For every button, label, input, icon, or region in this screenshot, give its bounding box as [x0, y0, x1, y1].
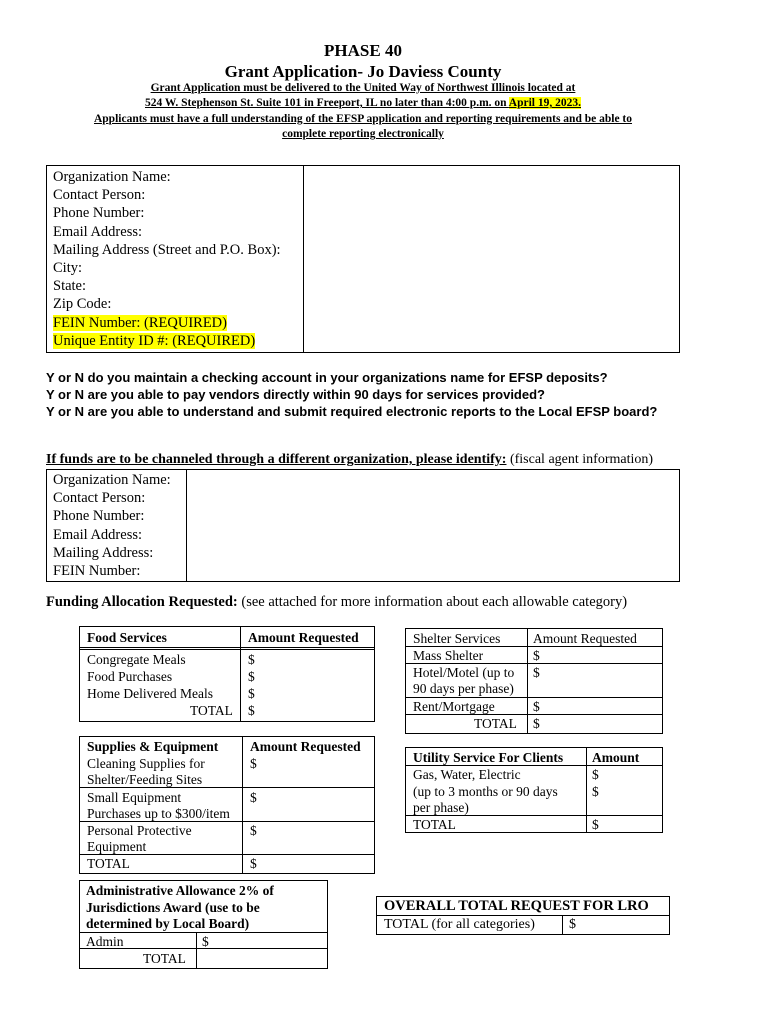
city-label: City:	[53, 260, 83, 277]
vendor-payment-question: Y or N are you able to pay vendors directly within 90 days for services provided?	[46, 387, 545, 402]
funding-heading-label: Funding Allocation Requested:	[46, 594, 238, 610]
home-delivered-meals-label: Home Delivered Meals	[87, 686, 213, 701]
rent-mortgage-amount[interactable]: $	[533, 699, 540, 714]
overall-total-title: OVERALL TOTAL REQUEST FOR LRO	[384, 898, 649, 914]
ppe-label: Personal Protective	[87, 823, 192, 838]
food-total-amount[interactable]: $	[248, 703, 255, 718]
fiscal-fein-label: FEIN Number:	[53, 563, 141, 580]
fiscal-phone-label: Phone Number:	[53, 508, 145, 525]
deadline-date: April 19, 2023.	[508, 97, 581, 109]
mass-shelter-label: Mass Shelter	[413, 648, 484, 663]
fein-required-label: FEIN Number: (REQUIRED)	[53, 314, 227, 331]
admin-allowance-table	[79, 880, 328, 969]
admin-amount[interactable]: $	[202, 934, 209, 949]
fiscal-agent-info-field[interactable]	[187, 470, 680, 582]
requirement-line-2: complete reporting electronically	[282, 128, 444, 140]
home-delivered-meals-amount[interactable]: $	[248, 686, 255, 701]
electronic-reports-question: Y or N are you able to understand and submit required electronic reports to the Local EFSP board?	[46, 404, 658, 419]
requirement-line-1: Applicants must have a full understanding of the EFSP application and reporting requirements and be able to	[93, 113, 633, 125]
organization-table	[46, 165, 680, 353]
small-equipment-amount[interactable]: $	[250, 790, 257, 805]
fiscal-org-name-label: Organization Name:	[53, 472, 171, 488]
supplies-header: Supplies & Equipment	[87, 739, 219, 754]
shelter-amount-header: Amount Requested	[533, 631, 637, 646]
phase-title: PHASE 40	[324, 41, 402, 60]
fiscal-heading-text: If funds are to be channeled through a different organization, please identify:	[46, 452, 507, 467]
eligibility-questions	[46, 369, 686, 420]
utility-amount-2[interactable]: $	[592, 784, 599, 799]
mailing-address-label: Mailing Address (Street and P.O. Box):	[53, 241, 281, 258]
overall-total-label: TOTAL (for all categories)	[384, 917, 535, 932]
food-services-table	[79, 626, 375, 722]
shelter-services-table	[405, 628, 663, 734]
checking-account-question: Y or N do you maintain a checking account in your organizations name for EFSP deposits?	[46, 370, 608, 385]
shelter-total-amount[interactable]: $	[533, 716, 540, 731]
admin-allowance-line-1: Administrative Allowance 2% of	[86, 883, 274, 898]
food-services-header: Food Services	[87, 630, 167, 645]
utility-header: Utility Service For Clients	[413, 750, 564, 765]
hotel-motel-label: Hotel/Motel (up to	[413, 665, 515, 680]
food-purchases-label: Food Purchases	[87, 669, 173, 684]
hotel-motel-amount[interactable]: $	[533, 665, 540, 680]
food-purchases-amount[interactable]: $	[248, 669, 255, 684]
overall-total-amount[interactable]: $	[569, 917, 576, 932]
funding-heading	[46, 594, 627, 611]
state-label: State:	[53, 278, 87, 295]
fiscal-agent-table	[46, 469, 680, 582]
delivery-line-1: Grant Application must be delivered to the United Way of Northwest Illinois located at	[150, 82, 576, 94]
supplies-amount-header: Amount Requested	[250, 739, 361, 754]
small-equipment-label-2: Purchases up to $300/item	[87, 806, 230, 821]
mass-shelter-amount[interactable]: $	[533, 648, 540, 663]
ppe-label-2: Equipment	[87, 839, 147, 854]
unique-entity-id-label: Unique Entity ID #: (REQUIRED)	[53, 332, 256, 349]
ppe-amount[interactable]: $	[250, 823, 257, 838]
food-amount-header: Amount Requested	[248, 630, 359, 645]
fiscal-agent-heading	[46, 452, 653, 468]
email-address-label: Email Address:	[53, 223, 143, 240]
delivery-address: 524 W. Stephenson St. Suite 101 in Freeport, IL no later than 4:00 p.m. on	[145, 97, 509, 109]
fiscal-note: (fiscal agent information)	[506, 452, 654, 467]
shelter-services-header: Shelter Services	[413, 631, 501, 646]
supplies-total-amount[interactable]: $	[250, 856, 257, 871]
food-total-label: TOTAL	[190, 703, 233, 718]
admin-allowance-line-2: Jurisdictions Award (use to be	[86, 900, 260, 915]
page-title: Grant Application- Jo Daviess County	[224, 62, 502, 81]
overall-total-table	[376, 896, 670, 935]
utility-amount-1[interactable]: $	[592, 767, 599, 782]
small-equipment-label: Small Equipment	[87, 790, 182, 805]
utility-total-amount[interactable]: $	[592, 817, 599, 832]
org-name-label: Organization Name:	[53, 169, 171, 185]
cleaning-supplies-label: Cleaning Supplies for	[87, 756, 205, 771]
hotel-motel-note: 90 days per phase)	[413, 681, 514, 696]
shelter-total-label: TOTAL	[474, 716, 517, 731]
congregate-meals-label: Congregate Meals	[87, 652, 186, 667]
gas-water-electric-label: Gas, Water, Electric	[413, 767, 521, 782]
phone-number-label: Phone Number:	[53, 205, 145, 222]
congregate-meals-amount[interactable]: $	[248, 652, 255, 667]
utility-service-table	[405, 747, 663, 833]
utility-amount-header: Amount	[592, 750, 640, 765]
delivery-line-2	[0, 97, 726, 109]
funding-note: (see attached for more information about each allowable category)	[237, 594, 628, 610]
admin-allowance-line-3: determined by Local Board)	[86, 916, 250, 931]
admin-total-label: TOTAL	[143, 951, 186, 966]
fiscal-contact-label: Contact Person:	[53, 490, 146, 507]
utility-limit-note: (up to 3 months or 90 days	[413, 784, 558, 799]
fiscal-mailing-label: Mailing Address:	[53, 544, 154, 561]
contact-person-label: Contact Person:	[53, 187, 146, 204]
cleaning-supplies-label-2: Shelter/Feeding Sites	[87, 772, 203, 787]
supplies-equipment-table	[79, 736, 375, 874]
utility-total-label: TOTAL	[413, 817, 456, 832]
zip-code-label: Zip Code:	[53, 296, 112, 313]
cleaning-supplies-amount[interactable]: $	[250, 756, 257, 771]
rent-mortgage-label: Rent/Mortgage	[413, 699, 495, 714]
organization-info-field[interactable]	[304, 166, 680, 353]
fiscal-email-label: Email Address:	[53, 526, 143, 543]
admin-label: Admin	[86, 934, 124, 949]
utility-phase-note: per phase)	[413, 800, 469, 815]
supplies-total-label: TOTAL	[87, 856, 130, 871]
